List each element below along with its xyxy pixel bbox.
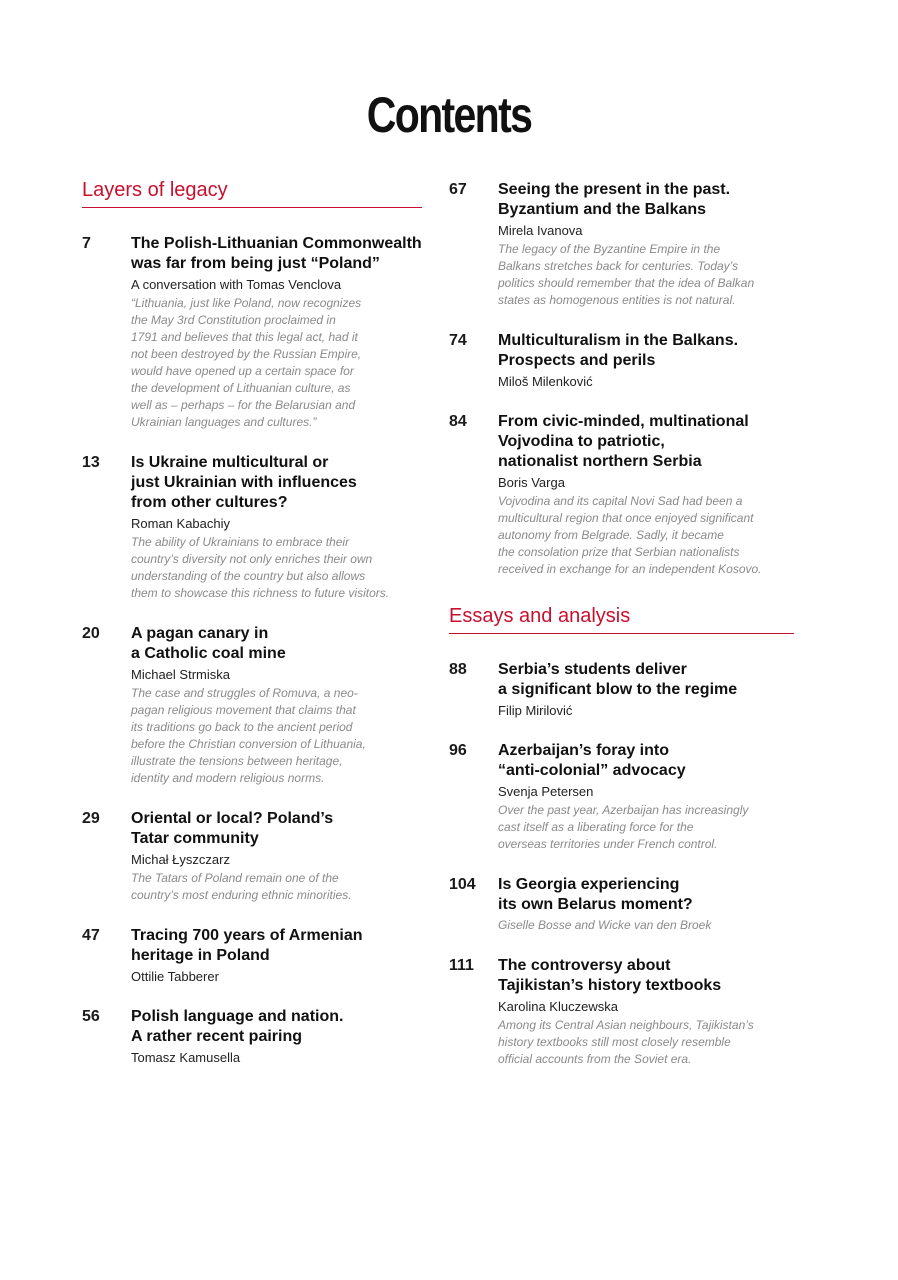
article-author: Roman Kabachiy <box>131 516 230 531</box>
article-description: Among its Central Asian neighbours, Tajikistan’s history textbooks still most closely resemble official accounts from the Soviet era. <box>498 1018 754 1066</box>
article-title[interactable]: A pagan canary in a Catholic coal mine <box>131 625 286 662</box>
article-description: The case and struggles of Romuva, a neo- pagan religious movement that claims that its traditions go back to the ancient period before the Christian conversion of Lithuania, illustrate the tensions between heritage, identity and modern religious norms. <box>131 686 366 785</box>
article-author: Filip Mirilović <box>498 703 573 718</box>
page-number: 20 <box>82 625 100 642</box>
page-number: 29 <box>82 810 100 827</box>
section-heading-layers: Layers of legacy <box>82 178 422 208</box>
page-number: 47 <box>82 927 100 944</box>
toc-entry[interactable] <box>82 926 422 985</box>
article-description: Vojvodina and its capital Novi Sad had been a multicultural region that once enjoyed significant autonomy from Belgrade. Sadly, it became the consolation prize that Serbian nationalists received in exchange for an independent Kosovo. <box>498 494 762 576</box>
page-title: Contents <box>366 87 532 143</box>
article-description: The Tatars of Poland remain one of the country’s most enduring ethnic minorities. <box>131 871 352 902</box>
toc-entry[interactable] <box>449 180 794 309</box>
article-author: Michael Strmiska <box>131 667 230 682</box>
article-author: Michał Łyszczarz <box>131 852 230 867</box>
article-title[interactable]: Multiculturalism in the Balkans. Prospects and perils <box>498 332 739 369</box>
article-title[interactable]: Is Ukraine multicultural or just Ukrainian with influences from other cultures? <box>131 454 357 511</box>
toc-entry[interactable] <box>449 412 794 578</box>
article-title[interactable]: Is Georgia experiencing its own Belarus moment? <box>498 876 693 913</box>
toc-entry[interactable] <box>82 1007 422 1066</box>
toc-entry[interactable] <box>82 809 422 904</box>
toc-entry[interactable] <box>82 453 422 602</box>
toc-entry[interactable] <box>449 331 794 390</box>
toc-entry[interactable] <box>82 624 422 787</box>
article-author: Giselle Bosse and Wicke van den Broek <box>498 918 712 932</box>
article-description: The ability of Ukrainians to embrace their country’s diversity not only enriches their own understanding of the country but also allows them to showcase this richness to future visitors. <box>131 535 390 600</box>
page-number: 104 <box>449 876 476 893</box>
page-number: 111 <box>449 957 474 974</box>
article-description: Over the past year, Azerbaijan has increasingly cast itself as a liberating force for the overseas territories under French control. <box>498 803 749 851</box>
toc-entry[interactable] <box>449 660 794 719</box>
page-number: 13 <box>82 454 100 471</box>
toc-entry[interactable] <box>449 956 794 1068</box>
article-author: A conversation with Tomas Venclova <box>131 277 342 292</box>
page-number: 96 <box>449 742 467 759</box>
page-number: 84 <box>449 413 467 430</box>
page-number: 88 <box>449 661 467 678</box>
left-column <box>82 178 422 1066</box>
toc-entry[interactable] <box>449 741 794 853</box>
article-description: The legacy of the Byzantine Empire in the Balkans stretches back for centuries. Today’s politics should remember that the idea of Balkan states as homogenous entities is not natural. <box>498 242 755 307</box>
right-column <box>449 180 794 1068</box>
article-title[interactable]: Seeing the present in the past. Byzantium and the Balkans <box>498 181 731 218</box>
page-number: 67 <box>449 181 467 198</box>
toc-entry[interactable] <box>449 875 794 934</box>
article-title[interactable]: Azerbaijan’s foray into “anti-colonial” advocacy <box>498 742 686 779</box>
article-author: Boris Varga <box>498 475 565 490</box>
page-number: 7 <box>82 235 91 252</box>
article-author: Miloš Milenković <box>498 374 593 389</box>
article-title[interactable]: Serbia’s students deliver a significant blow to the regime <box>498 661 738 698</box>
article-title[interactable]: From civic-minded, multinational Vojvodina to patriotic, nationalist northern Serbia <box>498 413 749 470</box>
article-title[interactable]: Tracing 700 years of Armenian heritage in Poland <box>131 927 363 964</box>
article-title[interactable]: The Polish-Lithuanian Commonwealth was far from being just “Poland” <box>131 235 422 272</box>
toc-entry[interactable] <box>82 234 422 431</box>
page-number: 74 <box>449 332 467 349</box>
article-author: Karolina Kluczewska <box>498 999 618 1014</box>
article-title[interactable]: Oriental or local? Poland’s Tatar community <box>131 810 334 847</box>
article-title[interactable]: Polish language and nation. A rather recent pairing <box>131 1008 344 1045</box>
article-author: Tomasz Kamusella <box>131 1050 241 1065</box>
section-heading-essays: Essays and analysis <box>449 604 794 634</box>
article-author: Ottilie Tabberer <box>131 969 219 984</box>
article-title[interactable]: The controversy about Tajikistan’s history textbooks <box>498 957 722 994</box>
article-author: Mirela Ivanova <box>498 223 583 238</box>
article-description: “Lithuania, just like Poland, now recognizes the May 3rd Constitution proclaimed in 1791 and believes that this legal act, had it not been destroyed by the Russian Empire, would have opened up a certain space for the development of Lithuanian culture, as well as – perhaps – for the Belarusian and Ukrainian languages and cultures.” <box>131 296 362 429</box>
article-author: Svenja Petersen <box>498 784 594 799</box>
page-number: 56 <box>82 1008 100 1025</box>
